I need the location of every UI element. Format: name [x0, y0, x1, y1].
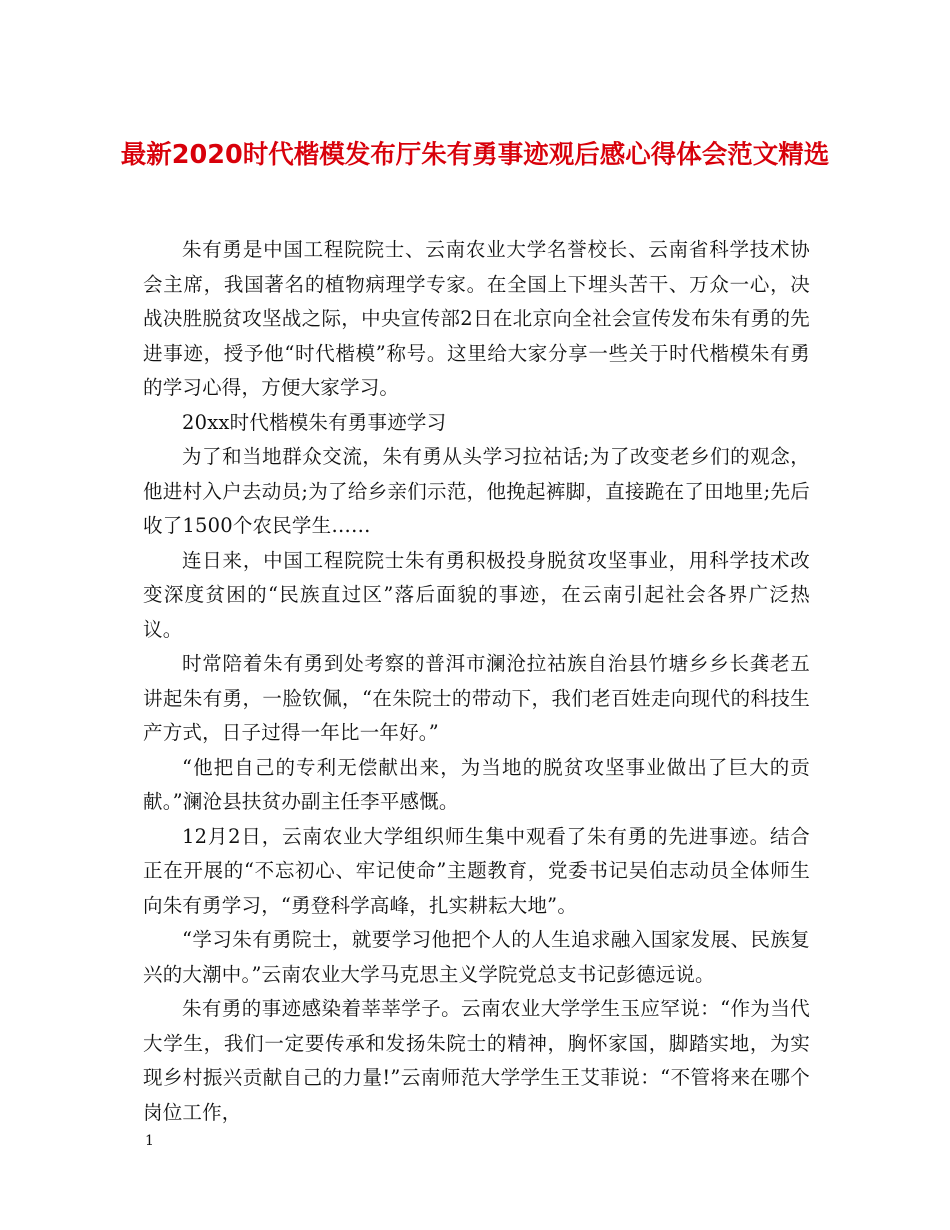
document-body: [143, 233, 810, 1130]
paragraph: 12月2日，云南农业大学组织师生集中观看了朱有勇的先进事迹。结合正在开展的“不忘初心、牢记使命”主题教育，党委书记吴伯志动员全体师生向朱有勇学习，“勇登科学高峰，扎实耕耘大地”。: [143, 824, 810, 917]
paragraph: “学习朱有勇院士，就要学习他把个人的人生追求融入国家发展、民族复兴的大潮中。”云南农业大学马克思主义学院党总支书记彭德远说。: [143, 928, 810, 986]
document-title: 最新2020时代楷模发布厅朱有勇事迹观后感心得体会范文精选: [120, 140, 830, 170]
paragraph: “他把自己的专利无偿献出来，为当地的脱贫攻坚事业做出了巨大的贡献。”澜沧县扶贫办副主任李平感慨。: [143, 755, 810, 813]
paragraph: 朱有勇的事迹感染着莘莘学子。云南农业大学学生玉应罕说：“作为当代大学生，我们一定要传承和发扬朱院士的精神，胸怀家国，脚踏实地，为实现乡村振兴贡献自己的力量!”云南师范大学学生王艾菲说：“不管将来在哪个岗位工作，: [143, 997, 810, 1124]
paragraph: 时常陪着朱有勇到处考察的普洱市澜沧拉祜族自治县竹塘乡乡长龚老五讲起朱有勇，一脸钦佩，“在朱院士的带动下，我们老百姓走向现代的科技生产方式，日子过得一年比一年好。”: [143, 652, 810, 744]
paragraph-intro: 朱有勇是中国工程院院士、云南农业大学名誉校长、云南省科学技术协会主席，我国著名的植物病理学专家。在全国上下埋头苦干、万众一心，决战决胜脱贫攻坚战之际，中央宣传部2日在北京向全社会宣传发布朱有勇的先进事迹，授予他“时代楷模”称号。这里给大家分享一些关于时代楷模朱有勇的学习心得，方便大家学习。: [143, 238, 810, 399]
page-number: 1: [145, 1133, 154, 1149]
paragraph: 连日来，中国工程院院士朱有勇积极投身脱贫攻坚事业，用科学技术改变深度贫困的“民族直过区”落后面貌的事迹，在云南引起社会各界广泛热议。: [143, 548, 810, 641]
paragraph: 为了和当地群众交流，朱有勇从头学习拉祜话;为了改变老乡们的观念，他进村入户去动员;为了给乡亲们示范，他挽起裤脚，直接跪在了田地里;先后收了1500个农民学生……: [143, 445, 810, 537]
paragraph-subheading: 20xx时代楷模朱有勇事迹学习: [182, 410, 447, 434]
